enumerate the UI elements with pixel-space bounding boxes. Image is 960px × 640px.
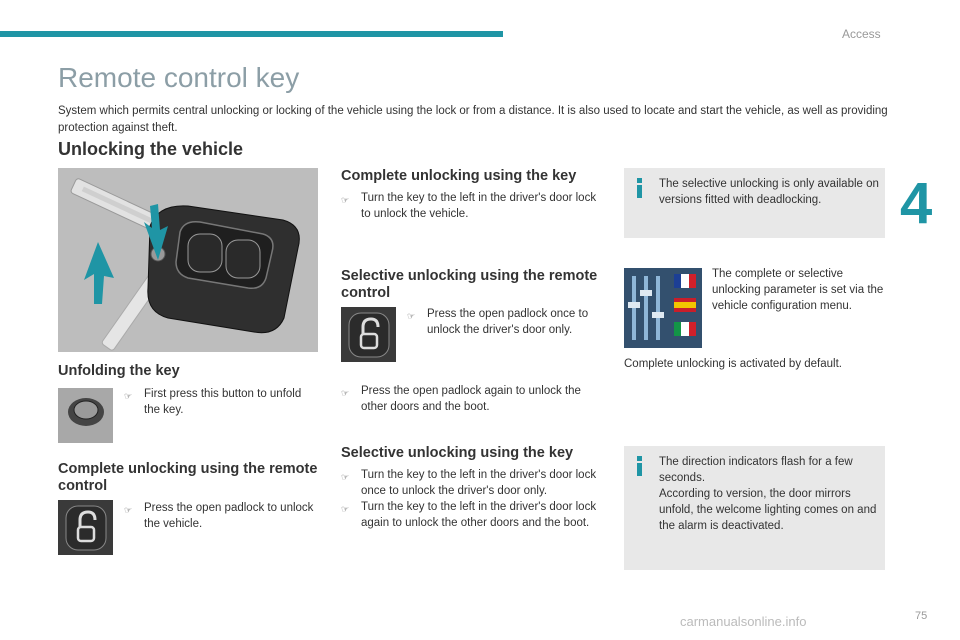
chapter-number: 4	[900, 171, 933, 236]
open-padlock-icon	[58, 500, 113, 555]
key-photo	[58, 168, 318, 352]
info-indicators-line-2: According to version, the door mirrors unfold, the welcome lighting comes on and the alarm is deactivated.	[659, 488, 877, 532]
pointing-finger-icon: ☞	[341, 472, 350, 482]
selective-key-step-1: ☞ Turn the key to the left in the driver's door lock once to unlock the driver's door only.	[341, 469, 597, 497]
info-icon	[636, 178, 643, 198]
complete-remote-step: ☞ Press the open padlock to unlock the vehicle.	[124, 502, 314, 530]
page-title: Remote control key	[58, 62, 300, 93]
unfold-button-icon	[58, 388, 113, 443]
key-illustration	[58, 168, 318, 352]
intro-paragraph: System which permits central unlocking or locking of the vehicle using the lock or from a distance. It is also used to locate and start the vehicle, as well as providing protection against theft.	[58, 105, 888, 134]
open-padlock-photo	[58, 500, 113, 555]
config-menu-icon	[624, 268, 702, 348]
pointing-finger-icon: ☞	[341, 388, 350, 398]
info-icon	[636, 456, 643, 476]
watermark: carmanualsonline.info	[680, 614, 807, 629]
config-menu-photo	[624, 268, 702, 348]
selective-remote-step-2: ☞ Press the open padlock again to unlock the other doors and the boot.	[341, 385, 581, 413]
pointing-finger-icon: ☞	[341, 504, 350, 514]
open-padlock-photo-2	[341, 307, 396, 362]
selective-remote-heading: Selective unlocking using the remote control	[341, 268, 598, 301]
selective-remote-step-1: ☞ Press the open padlock once to unlock the driver's door only.	[407, 308, 589, 336]
complete-remote-heading: Complete unlocking using the remote control	[58, 461, 318, 494]
pointing-finger-icon: ☞	[407, 311, 416, 321]
open-padlock-icon	[341, 307, 396, 362]
section-name: Access	[842, 27, 881, 41]
pointing-finger-icon: ☞	[341, 195, 350, 205]
info-indicators-line-1: The direction indicators flash for a few seconds.	[659, 456, 853, 484]
selective-key-step-2: ☞ Turn the key to the left in the driver's door lock again to unlock the other doors and the boot.	[341, 501, 597, 529]
unfolding-step: ☞ First press this button to unfold the key.	[124, 388, 302, 416]
unfolding-heading: Unfolding the key	[58, 363, 180, 379]
default-text: Complete unlocking is activated by default.	[624, 358, 842, 370]
pointing-finger-icon: ☞	[124, 391, 133, 401]
info-box-deadlocking: The selective unlocking is only available on versions fitted with deadlocking.	[624, 168, 885, 238]
unfold-button-photo	[58, 388, 113, 443]
header-accent-bar	[0, 31, 503, 37]
unlocking-heading: Unlocking the vehicle	[58, 139, 244, 159]
complete-key-step: ☞ Turn the key to the left in the driver's door lock to unlock the vehicle.	[341, 192, 597, 220]
page-number: 75	[915, 610, 928, 622]
complete-key-heading: Complete unlocking using the key	[341, 168, 577, 184]
selective-key-heading: Selective unlocking using the key	[341, 445, 574, 461]
info-box-indicators	[624, 446, 885, 570]
config-text: The complete or selective unlocking parameter is set via the vehicle configuration menu.	[712, 268, 884, 312]
pointing-finger-icon: ☞	[124, 505, 133, 515]
